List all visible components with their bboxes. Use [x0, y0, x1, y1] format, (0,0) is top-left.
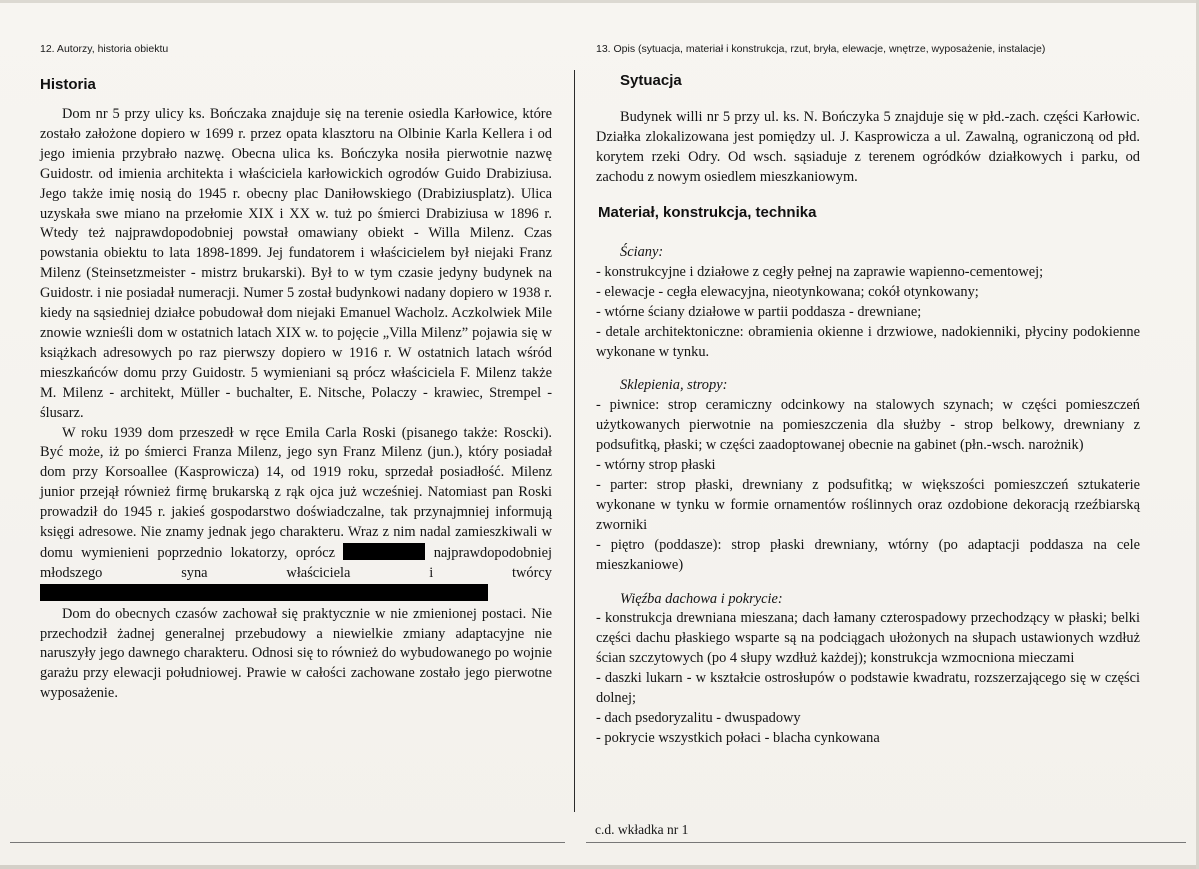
sytuacja-heading: Sytuacja: [620, 72, 682, 89]
section-13-label: 13. Opis (sytuacja, materiał i konstrukcja, rzut, bryła, elewacje, wnętrze, wyposażenie, instalacje): [596, 43, 1046, 55]
wiezba-item: - konstrukcja drewniana mieszana; dach łamany czterospadowy przechodzący w płaski; belki części dachu płaskiego wsparte są na podciągach ułożonych na słupach ustawionych wzdłuż ścian szczytowych (po 4 słupy wzdłuż każdej); konstrukcja wzmocniona mieczami: [596, 610, 1140, 667]
sklepienia-item: - piętro (poddasze): strop płaski drewniany, wtórny (po adaptacji poddasza na cele mieszkaniowe): [596, 536, 1140, 573]
material-description: [596, 243, 1140, 749]
historia-text: [40, 105, 552, 704]
historia-paragraph-2: [40, 424, 552, 605]
sklepienia-item: - wtórny strop płaski: [596, 457, 716, 474]
sciany-item: - wtórne ściany działowe w partii poddasza - drewniane;: [596, 303, 922, 320]
scan-edge-top: [0, 0, 1199, 3]
sciany-title: Ściany:: [620, 244, 664, 260]
continuation-note: c.d. wkładka nr 1: [595, 822, 689, 837]
historia-heading: Historia: [40, 76, 96, 93]
spacer: [596, 362, 1140, 376]
sciany-item: - elewacje - cegła elewacyjna, nieotynkowana; cokół otynkowany;: [596, 283, 979, 300]
sytuacja-text-block: [596, 108, 1140, 188]
historia-paragraph-2-continuation: najprawdopodobniej młodszego syna właściciela i twórcy: [40, 544, 552, 581]
wiezba-item: - dach psedoryzalitu - dwuspadowy: [596, 709, 801, 726]
sciany-item: - konstrukcyjne i działowe z cegły pełnej na zaprawie wapienno-cementowej;: [596, 263, 1044, 280]
wiezba-item: - daszki lukarn - w kształcie ostrosłupów o podstawie kwadratu, rozszerzającego się w części dolnej;: [596, 670, 1140, 707]
sklepienia-item: - parter: strop płaski, drewniany z podsufitką; w większości pomieszczeń sztukaterie wykonane w tynku w formie ornamentów roślinnych oraz ozdobione dekoracją rzeźbiarską zworniki: [596, 476, 1140, 533]
sytuacja-text: Budynek willi nr 5 przy ul. ks. N. Bończyka 5 znajduje się w płd.-zach. części Karłowic. Działka zlokalizowana jest pomiędzy ul. J. Kasprowicza a ul. Zawalną, ograniczoną od płd. korytem rzeki Odry. Od wsch. sąsiaduje z terenem ogródków działkowych i parku, od zachodu z nowym osiedlem mieszkaniowym.: [596, 109, 1140, 185]
wiezba-item: - pokrycie wszystkich połaci - blacha cynkowana: [596, 729, 880, 746]
historia-paragraph-1: Dom nr 5 przy ulicy ks. Bończaka znajduje się na terenie osiedla Karłowice, które zostało założone dopiero w 1699 r. przez opata klasztoru na Olbinie Karla Kellera i od jego imienia przybrało nazwę. Obecna ulica ks. Bończyka nosiła pierwotnie nazwę Guidostr. od imienia architekta i właściciela karłowickich ogrodów Guido Drabiziusa. Jego także imię nosią do 1945 r. obecny plac Daniłowskiego (Drabiziusplatz). Ulica uzyskała swe miano na przełomie XIX i XX w. tuż po śmierci Drabiziusa w 1896 r. Wtedy też najprawdopodobniej powstał omawiany obiekt - Willa Milenz. Czas powstania obiektu to lata 1898-1899. Jej fundatorem i właścicielem był niejaki Franz Milenz (Steinsetzmeister - mistrz brukarski). Był to w tym czasie jedyny budynek na Guidostr. i nie posiadał numeracji. Numer 5 został budynkowi nadany dopiero w 1938 r. kiedy na sąsiedniej działce pobudował dom niejaki Emanuel Wacholz. Aczkolwiek Mile znowie wznieśli dom w ostatnich latach XIX w. to pojęcie „Villa Milenz” pojawia się w książkach adresowych po raz pierwszy dopiero w 1916 r. W ostatnich latach wśród mieszkańców domu przy Guidostr. 5 wymieniani są prócz właściciela F. Milenz także M. Milenz - architekt, Müller - buchalter, E. Nitsche, Polaczy - krawiec, Strempel - ślusarz.: [40, 106, 552, 421]
section-12-label: 12. Autorzy, historia obiektu: [40, 43, 169, 55]
historia-paragraph-2-text: W roku 1939 dom przeszedł w ręce Emila Carla Roski (pisanego także: Roscki). Być może, iż po śmierci Franza Milenz, jego syn Franz Milenz (jun.), który posiadał dom przy Korsoallee (Kasprowicza) 14, od 1919 roku, sprzedał posiadłość. Milenz junior przejął również firmę brukarską z rąk ojca już wcześniej. Natomiast pan Roski prowadził do 1945 r. jakieś gospodarstwo doświadczalne, tak przynajmniej informują księgi adresowe. Nie znamy jednak jego charakteru. Wraz z nim nadal zamieszkiwali w domu wymienieni poprzednio lokatorzy, oprócz: [40, 424, 552, 561]
sciany-item: - detale architektoniczne: obramienia okienne i drzwiowe, nadokienniki, płyciny podokienne wykonane w tynku.: [596, 323, 1140, 360]
spacer: [596, 576, 1140, 590]
footer-rule-right: [586, 842, 1186, 843]
scan-edge-bottom: [0, 865, 1199, 869]
sklepienia-title: Sklepienia, stropy:: [620, 377, 728, 394]
material-heading: Materiał, konstrukcja, technika: [598, 204, 817, 221]
sklepienia-item: - piwnice: strop ceramiczny odcinkowy na stalowych szynach; w części pomieszczeń użytkowanych pierwotnie na pomieszczenia dla służby - strop belkowy, drewniany z podsufitką, płaski; w części zaadoptowanej obecnie na gabinet (płn.-wsch. narożnik): [596, 397, 1140, 454]
redaction-bar: [343, 543, 425, 560]
redaction-bar: [40, 584, 488, 601]
historia-paragraph-3: Dom do obecnych czasów zachował się praktycznie w nie zmienionej postaci. Nie przechodził żadnej generalnej przebudowy a niewielkie zmiany adaptacyjne nie naruszyły jego dawnego charakteru. Odnosi się to również do wybudowanego po wojnie garażu przy elewacji południowej. Prawie w całości zachowane zostało jego pierwotne wyposażenie.: [40, 605, 552, 702]
footer-rule-left: [10, 842, 565, 843]
wiezba-title: Więźba dachowa i pokrycie:: [620, 590, 783, 607]
column-divider: [574, 70, 575, 812]
